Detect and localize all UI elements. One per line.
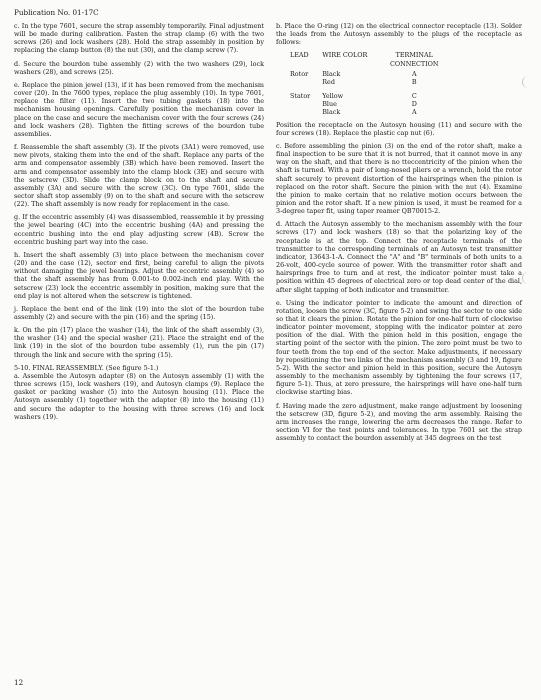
- paragraph-g: g. If the eccentric assembly (4) was disassembled, reassemble it by pressing the jewel bearing (4C) into the eccentric bushing (4A) and pressing the eccentric bushing into the end play adjusting screw (4B). Screw the eccentric bushing part way into the case.: [14, 213, 264, 246]
- table-cell: D: [411, 100, 417, 109]
- table-row: [284, 70, 455, 78]
- table-cell: Blue: [322, 100, 337, 109]
- paragraph-f: f. Reassemble the shaft assembly (3). If the pivots (3A1) were removed, use new pivots, staking them into the end of the shaft. Replace any parts of the arm and compensator assembly (3B) which have been removed. Insert the arm and compensator assembly into the clamp block (3E) and secure with the setscrew (3D). Slide the clamp block on to the shaft and secure assembly (3A) and secure with the screw (3C). On type 7601, slide the sector shaft stop assembly (9) on to the shaft and secure with the setscrew (22). The shaft assembly is now ready for replacement in the case.: [14, 143, 264, 209]
- table-row: [284, 86, 455, 100]
- paragraph-h: h. Insert the shaft assembly (3) into place between the mechanism cover (20) and the case (12), sector end first, being careful to align the pivots without damaging the jewel bearings. Adjust the eccentric assembly (4) so that the shaft assembly has from 0.001-to 0.002-inch end play. With the setscrew (23) lock the eccentric assembly in position, making sure that the end play is not altered when the setscrew is tightened.: [14, 250, 264, 300]
- paragraph-e-right: e. Using the indicator pointer to indicate the amount and direction of rotation, loosen the screw (3C, figure 5-2) and swing the sector to one side so that it clears the pinion. Rotate the pinion for one-half turn of clockwise indicator pointer movement, stopping with the indicator pointer at zero position of the dial. With the pinion held in this position, engage the starting point of the sector with the pinion. The zero point must be two to four teeth from the top end of the sector. Make adjustments, if necessary by repositioning the two links of the mechanism assembly (3 and 19, figure 5-2). With the sector and pinion held in this position, secure the Autosyn assembly to the mechanism assembly by tightening the four screws (17, figure 5-1). Thus, at zero pressure, the hairsprings will have one-half turn clockwise starting bias.: [276, 298, 522, 397]
- table-header-row: [284, 51, 455, 69]
- table-cell: [284, 78, 316, 86]
- table-header: WIRE COLOR: [322, 51, 368, 60]
- table-row: [284, 100, 455, 108]
- table-header: TERMINAL CONNECTION: [390, 51, 439, 68]
- paragraph-c: c. In the type 7601, secure the strap assembly temporarily. Final adjustment will be made during calibration. Fasten the strap clamp (6) with the two screws (26) and lock washers (28). Hold the strap assembly in position by replacing the clamp button (8) the nut (30), and the clamp screw (7).: [14, 22, 264, 55]
- section-paragraph-a: a. Assemble the Autosyn adapter (8) on the Autosyn assembly (1) with the three screws (15), lock washers (19), and Autosyn clamps (9). Replace the gasket or packing washer (5) into the Autosyn housing (11). Place the Autosyn assembly (1) together with the adapter (8) into the housing (11) and secure the adapter to the housing with three screws (16) and lock washers (19).: [14, 371, 264, 421]
- paragraph-k: k. On the pin (17) place the washer (14), the link of the shaft assembly (3), the washer (14) and the special washer (21). Place the straight end of the link (19) in the slot of the bourdon tube assembly (1), run the pin (17) through the link and secure with the spring (15).: [14, 326, 264, 359]
- table-row: [284, 108, 455, 116]
- paragraph-d-right: d. Attach the Autosyn assembly to the mechanism assembly with the four screws (17) and lock washers (18) so that the polarizing key of the receptacle is at the top. Connect the receptacle terminals of the transmitter to the corresponding terminals of an Autosyn test transmitter indicator, 13643-1-A. Connect the "A" and "B" terminals of both units to a 26-volt, 400-cycle source of power. With the transmitter rotor shaft and hairsprings free to turn and at rest, the indicator pointer must take a position within 45 degrees of electrical zero or top dead center of the dial, after slight tapping of both indicator and transmitter.: [276, 220, 522, 294]
- paragraph-b: b. Place the O-ring (12) on the electrical connector receptacle (13). Solder the leads from the Autosyn assembly to the plugs of the receptacle as follows:: [276, 22, 522, 47]
- paragraph-after-table: Position the receptacle on the Autosyn housing (11) and secure with the four screws (18). Replace the plastic cap nut (6).: [276, 120, 522, 137]
- section-title: 5-10. FINAL REASSEMBLY. (See figure 5-1.): [14, 363, 159, 372]
- table-row: [284, 78, 455, 86]
- table-cell: Black: [322, 69, 341, 78]
- table-cell: C: [411, 92, 417, 101]
- paragraph-e: e. Replace the pinion jewel (13), if it has been removed from the mechanism cover (20). In the 7600 types, replace the plug assembly (10). In type 7601, replace the filter (11). Insert the two tubing gaskets (18) into the mechanism housing openings. Carefully position the mechanism cover in place on the case and secure the mechanism cover with the four screws (24) and lock washers (28). Tighten the fitting screws of the bourdon tube assemblies.: [14, 80, 264, 138]
- paragraph-f-right: f. Having made the zero adjustment, make range adjustment by loosening the setscrew (3D, figure 5-2), and moving the arm assembly. Raising the arm increases the range, lowering the arm decreases the range. Refer to section VI for the test points and tolerances. In type 7601 set the strap assembly to contact the bourdon assembly at 345 degrees on the test: [276, 401, 522, 443]
- table-cell: [284, 108, 316, 116]
- table-cell: Rotor: [290, 69, 309, 78]
- table-cell: B: [411, 77, 417, 86]
- table-cell: A: [411, 108, 417, 117]
- table-cell: [284, 100, 316, 108]
- table-cell: Yellow: [322, 92, 344, 101]
- right-column: [276, 22, 522, 447]
- table-cell: A: [411, 69, 417, 78]
- paragraph-d: d. Secure the bourdon tube assembly (2) with the two washers (29), lock washers (28), and screws (25).: [14, 59, 264, 76]
- page-number: 12: [14, 678, 24, 687]
- table-cell: Red: [322, 77, 335, 86]
- table-header: LEAD: [290, 51, 309, 60]
- binding-mark: [522, 76, 529, 88]
- table-cell: Black: [322, 108, 341, 117]
- paragraph-j: j. Replace the bent end of the link (19) into the slot of the bourdon tube assembly (2) and secure with the pin (16) and the spring (15).: [14, 304, 264, 321]
- table-cell: Stator: [290, 92, 311, 101]
- binding-mark: [522, 272, 529, 284]
- paragraph-c-right: c. Before assembling the pinion (3) on the end of the rotor shaft, make a final inspection to be sure that it is not burred, that it cannot move in any way on the shaft, and that there is no tteccentricity of the pinion when the shaft is turned. With a pair of long-nosed pliers or a wrench, hold the rotor shaft securely to prevent distortion of the hairsprings when the pinion is replaced on the rotor shaft. Secure the pinion with the nut (4). Examine the pinion to make certain that no relative motion occurs between the pinion and the rotor shaft. If a new pinion is used, it must be reamed for a 3-degree taper fit, using taper reamer QB70015-2.: [276, 141, 522, 216]
- left-column: [14, 22, 264, 426]
- wiring-table: [284, 51, 455, 116]
- publication-header: Publication No. 01-17C: [14, 8, 99, 17]
